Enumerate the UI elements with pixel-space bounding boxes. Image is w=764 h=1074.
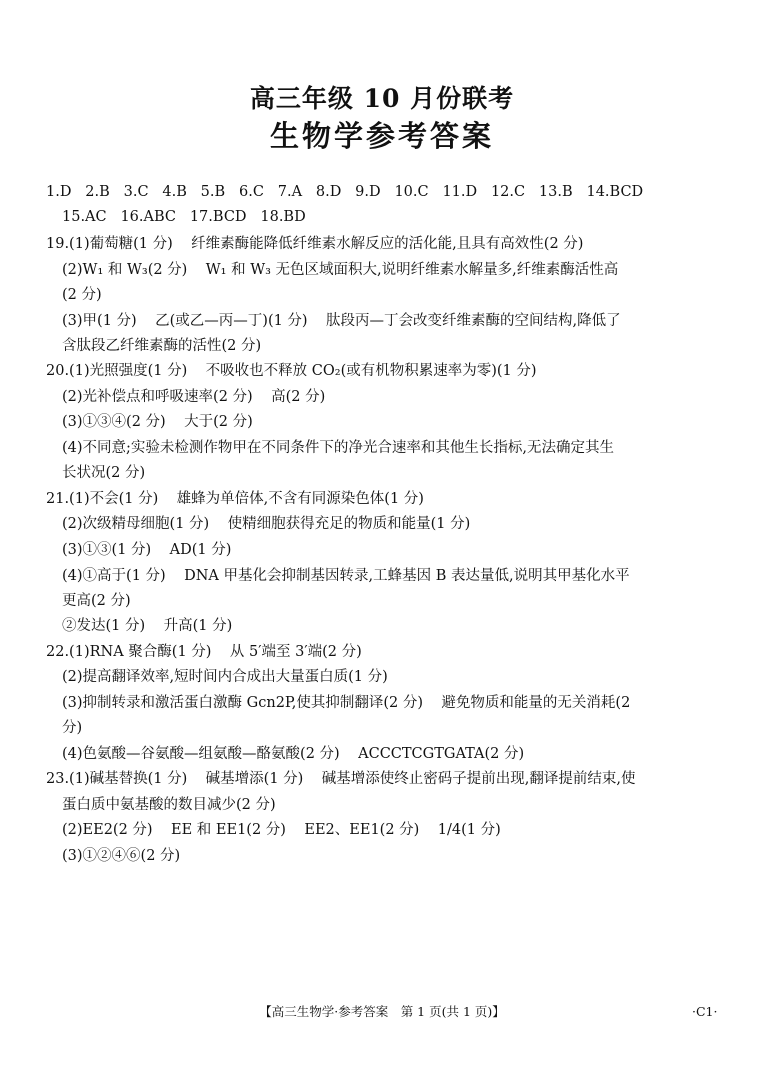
q19-line-2: (2)W₁ 和 W₃(2 分) W₁ 和 W₃ 无色区域面积大,说明纤维素水解量多,纤维素酶活性高 [62, 262, 619, 278]
q22-line-3: (3)抑制转录和激活蛋白激酶 Gcn2P,使其抑制翻译(2 分) 避免物质和能量的无关消耗(2 [62, 695, 631, 711]
q21-line-1: 21.(1)不会(1 分) 雄蜂为单倍体,不含有同源染色体(1 分) [46, 491, 424, 507]
q21-line-2: (2)次级精母细胞(1 分) 使精细胞获得充足的物质和能量(1 分) [62, 516, 471, 532]
q20-line-3: (3)①③④(2 分) 大于(2 分) [62, 414, 253, 430]
q20-line-1: 20.(1)光照强度(1 分) 不吸收也不释放 CO₂(或有机物积累速率为零)(1 分) [46, 363, 537, 379]
q19-line-1: 19.(1)葡萄糖(1 分) 纤维素酶能降低纤维素水解反应的活化能,且具有高效性(2 分) [46, 236, 584, 252]
exam-title: 高三年级 10 月份联考 [249, 84, 515, 113]
q19-line-3: (2 分) [62, 287, 102, 303]
q21-line-6: ②发达(1 分) 升高(1 分) [62, 618, 233, 634]
mcq-line-2: 15.AC 16.ABC 17.BCD 18.BD [62, 209, 306, 225]
mcq-line-1: 1.D 2.B 3.C 4.B 5.B 6.C 7.A 8.D 9.D 10.C 11.D 12.C 13.B 14.BCD [46, 184, 644, 200]
q20-line-2: (2)光补偿点和呼吸速率(2 分) 高(2 分) [62, 389, 326, 405]
q22-line-1: 22.(1)RNA 聚合酶(1 分) 从 5′端至 3′端(2 分) [46, 644, 362, 660]
answer-title: 生物学参考答案 [269, 119, 494, 153]
page-code: ·C1· [692, 1004, 718, 1019]
q23-line-4: (3)①②④⑥(2 分) [62, 848, 181, 864]
q23-line-2: 蛋白质中氨基酸的数目减少(2 分) [62, 797, 276, 813]
q21-line-4: (4)①高于(1 分) DNA 甲基化会抑制基因转录,工蜂基因 B 表达量低,说明其甲基化水平 [62, 568, 630, 584]
q22-line-2: (2)提高翻译效率,短时间内合成出大量蛋白质(1 分) [62, 669, 388, 685]
q21-line-3: (3)①③(1 分) AD(1 分) [62, 542, 232, 558]
page-footer: 【高三生物学·参考答案 第 1 页(共 1 页)】 [259, 1004, 505, 1019]
q19-line-5: 含肽段乙纤维素酶的活性(2 分) [62, 338, 262, 354]
q20-line-4: (4)不同意;实验未检测作物甲在不同条件下的净光合速率和其他生长指标,无法确定其生 [62, 440, 615, 456]
q22-line-4: 分) [62, 720, 83, 736]
q22-line-5: (4)色氨酸—谷氨酸—组氨酸—酪氨酸(2 分) ACCCTCGTGATA(2 分) [62, 746, 525, 762]
q21-line-5: 更高(2 分) [62, 593, 131, 609]
q20-line-5: 长状况(2 分) [62, 465, 146, 481]
q23-line-1: 23.(1)碱基替换(1 分) 碱基增添(1 分) 碱基增添使终止密码子提前出现,翻译提前结束,使 [46, 771, 636, 787]
q19-line-4: (3)甲(1 分) 乙(或乙—丙—丁)(1 分) 肽段丙—丁会改变纤维素酶的空间结构,降低了 [62, 313, 621, 329]
q23-line-3: (2)EE2(2 分) EE 和 EE1(2 分) EE2、EE1(2 分) 1/4(1 分) [62, 822, 501, 838]
